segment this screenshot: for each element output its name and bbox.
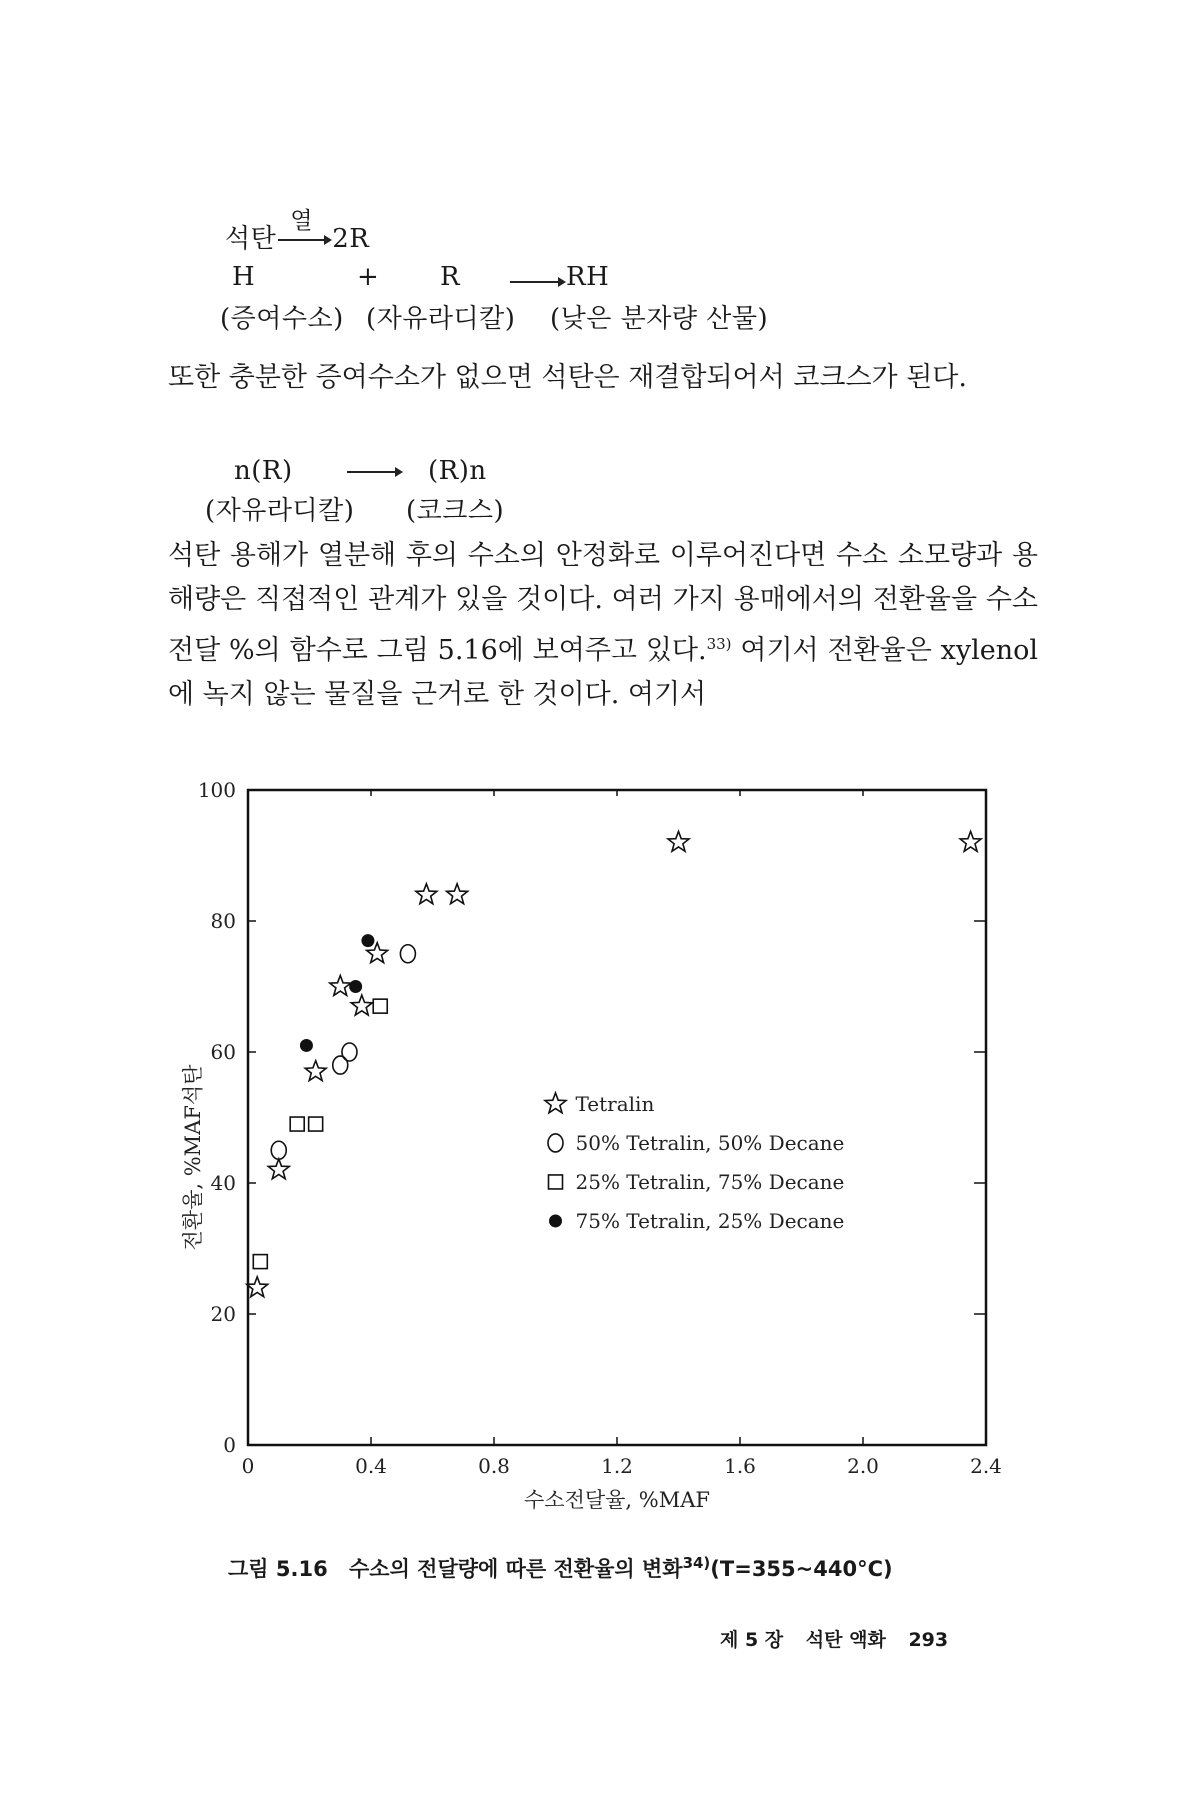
data-point-filled-circle	[300, 1039, 313, 1052]
eq2-h: H	[232, 262, 256, 292]
data-point-filled-circle	[349, 980, 362, 993]
footer-chapter: 제 5 장	[720, 1629, 784, 1651]
y-axis-label: 전환율, %MAF석탄	[181, 1064, 205, 1251]
legend-entry: 50% Tetralin, 50% Decane	[575, 1130, 845, 1155]
eq2-rh: RH	[566, 262, 610, 292]
scatter-chart	[160, 760, 1020, 1520]
eq1-arrow	[276, 208, 332, 252]
x-tick-label: 1.2	[601, 1454, 633, 1478]
data-point-open-square	[253, 1255, 267, 1269]
y-tick-label: 20	[210, 1302, 236, 1326]
paragraph-2	[168, 534, 1038, 717]
reference-superscript: 33)	[706, 635, 732, 653]
data-point-star	[247, 1277, 268, 1297]
data-point-star	[268, 1159, 289, 1179]
figure-caption	[228, 1553, 893, 1583]
legend-marker-filled-circle	[549, 1214, 562, 1227]
y-tick-label: 40	[210, 1171, 236, 1195]
legend-marker-open-square	[549, 1175, 563, 1189]
x-tick-label: 2.0	[847, 1454, 879, 1478]
x-tick-label: 1.6	[724, 1454, 756, 1478]
data-point-star	[668, 831, 689, 851]
legend-marker-open-circle	[548, 1134, 563, 1152]
eq2-rh-label: (낮은 분자량 산물)	[550, 304, 769, 334]
footer-title: 석탄 액화	[805, 1629, 886, 1651]
eq3-right: (R)n	[428, 456, 487, 486]
caption-text: 수소의 전달량에 따른 전환율의 변화	[349, 1557, 683, 1581]
data-point-open-square	[290, 1117, 304, 1131]
caption-condition: (T=355~440°C)	[710, 1557, 893, 1581]
eq2-h-label: (증여수소)	[220, 304, 344, 334]
data-point-star	[330, 976, 351, 996]
data-point-star	[305, 1061, 326, 1081]
x-tick-label: 0.8	[478, 1454, 510, 1478]
plot-frame	[248, 790, 986, 1445]
eq2-plus: +	[357, 262, 380, 292]
eq1-right: 2R	[332, 224, 370, 254]
y-tick-label: 60	[210, 1040, 236, 1064]
legend-entry: 25% Tetralin, 75% Decane	[575, 1169, 845, 1194]
page-number: 293	[908, 1629, 949, 1651]
eq1-left: 석탄	[225, 224, 277, 254]
equation-1	[225, 208, 370, 255]
legend-entry: 75% Tetralin, 25% Decane	[575, 1208, 845, 1233]
data-point-star	[447, 884, 468, 904]
eq2-r-label: (자유라디칼)	[366, 304, 516, 334]
data-point-open-circle	[342, 1043, 357, 1061]
eq1-over: 열	[290, 208, 313, 234]
legend-entry: Tetralin	[575, 1091, 655, 1116]
paragraph-2-text-a: 석탄 용해가 열분해 후의 수소의 안정화로 이루어진다면 수소 소모량과 용해량은 직접적인 관계가 있을 것이다. 여러 가지 용매에서의 전환율을 수소전달 %의 함수로 그림 5.16에 보여주고 있다.	[168, 540, 1038, 666]
arrow-icon	[508, 272, 566, 292]
data-point-filled-circle	[361, 934, 374, 947]
eq3-right-label: (코크스)	[406, 496, 505, 526]
paragraph-2-text-b: 여기서 전환율은 xylenol에 녹지 않는 물질을 근거로 한 것이다. 여기서	[168, 635, 1038, 710]
x-tick-label: 0	[241, 1454, 255, 1478]
y-tick-label: 100	[197, 778, 236, 802]
page-footer	[720, 1625, 948, 1652]
arrow-icon	[345, 462, 403, 482]
y-tick-label: 80	[210, 909, 236, 933]
data-point-open-square	[373, 999, 387, 1013]
data-point-open-square	[309, 1117, 323, 1131]
eq3-left: n(R)	[234, 456, 293, 486]
data-point-star	[960, 831, 981, 851]
x-tick-label: 0.4	[355, 1454, 387, 1478]
y-tick-label: 0	[223, 1433, 236, 1457]
x-axis-label: 수소전달율, %MAF	[524, 1488, 710, 1512]
data-point-star	[416, 884, 437, 904]
caption-label: 그림 5.16	[228, 1557, 328, 1581]
legend-marker-star	[545, 1093, 566, 1113]
paragraph-1: 또한 충분한 증여수소가 없으면 석탄은 재결합되어서 코크스가 된다.	[168, 362, 967, 393]
data-point-open-circle	[400, 945, 415, 963]
arrow-icon	[276, 228, 332, 252]
data-point-open-circle	[271, 1141, 286, 1159]
eq2-r: R	[440, 262, 461, 292]
x-tick-label: 2.4	[970, 1454, 1002, 1478]
caption-reference: 34)	[682, 1554, 711, 1572]
data-point-star	[351, 995, 372, 1015]
eq3-left-label: (자유라디칼)	[205, 496, 355, 526]
